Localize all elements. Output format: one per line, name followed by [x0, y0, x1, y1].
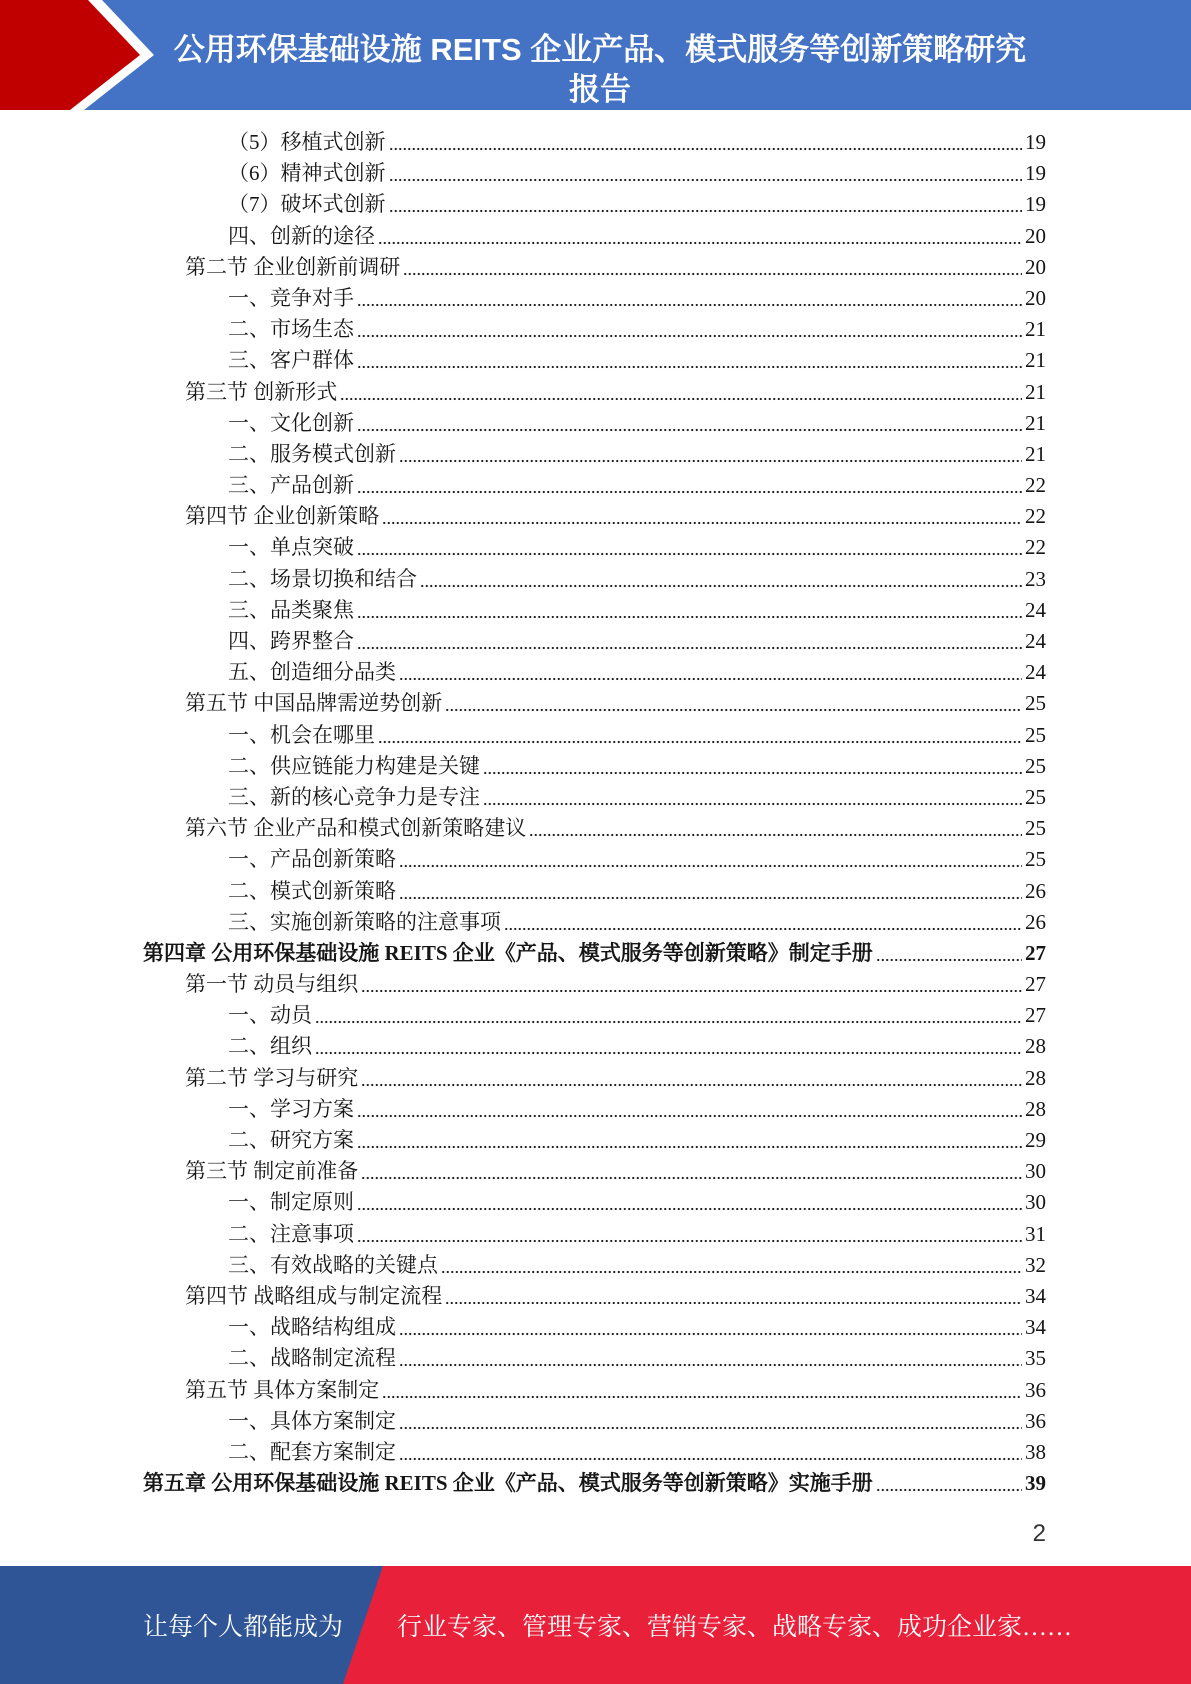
- toc-entry-title: 一、竞争对手: [228, 285, 354, 310]
- dot-leader: [357, 1219, 1022, 1250]
- dot-leader: [399, 1406, 1022, 1437]
- toc-entry-page-number: 21: [1025, 379, 1046, 404]
- toc-entry-page-number: 25: [1025, 691, 1046, 716]
- toc-entry[interactable]: [0, 1281, 1046, 1312]
- toc-entry-title: 第四章 公用环保基础设施 REITS 企业《产品、模式服务等创新策略》制定手册: [143, 940, 873, 965]
- toc-entry-page-number: 19: [1025, 130, 1046, 154]
- toc-entry-title: （5）移植式创新: [228, 130, 386, 154]
- toc-entry[interactable]: [0, 844, 1046, 875]
- toc-entry-title: 第三节 制定前准备: [185, 1159, 359, 1184]
- dot-leader: [399, 439, 1022, 470]
- toc-entry[interactable]: [0, 1219, 1046, 1250]
- toc-entry[interactable]: [0, 657, 1046, 688]
- toc-entry-page-number: 20: [1025, 223, 1046, 248]
- dot-leader: [357, 283, 1022, 314]
- toc-entry[interactable]: [0, 1375, 1046, 1406]
- dot-leader: [361, 1156, 1022, 1187]
- toc-entry-page-number: 27: [1025, 972, 1046, 997]
- dot-leader: [876, 938, 1022, 969]
- toc-entry-page-number: 35: [1025, 1346, 1046, 1371]
- toc-entry[interactable]: [0, 470, 1046, 501]
- toc-entry-title: 一、动员: [228, 1003, 312, 1028]
- toc-entry-page-number: 24: [1025, 629, 1046, 653]
- toc-entry-page-number: 24: [1025, 597, 1046, 622]
- toc-entry-title: 第四节 企业创新策略: [185, 504, 380, 529]
- toc-entry[interactable]: [0, 1031, 1046, 1062]
- toc-entry[interactable]: [0, 595, 1046, 626]
- toc-entry[interactable]: [0, 532, 1046, 563]
- dot-leader: [361, 969, 1022, 1000]
- toc-entry-title: 第五章 公用环保基础设施 REITS 企业《产品、模式服务等创新策略》实施手册: [143, 1471, 873, 1496]
- toc-entry-title: 三、有效战略的关键点: [228, 1252, 438, 1277]
- toc-entry-title: 三、实施创新策略的注意事项: [228, 909, 501, 934]
- toc-entry-page-number: 21: [1025, 348, 1046, 373]
- toc-entry-title: 一、单点突破: [228, 535, 354, 560]
- dot-leader: [441, 1250, 1022, 1281]
- toc-entry-title: 二、服务模式创新: [228, 441, 396, 466]
- dot-leader: [389, 189, 1023, 220]
- toc-entry-page-number: 26: [1025, 878, 1046, 903]
- dot-leader: [361, 1063, 1022, 1094]
- dot-leader: [876, 1468, 1022, 1499]
- toc-entry-page-number: 21: [1025, 410, 1046, 435]
- toc-entry[interactable]: [0, 720, 1046, 751]
- toc-entry-page-number: 22: [1025, 504, 1046, 529]
- toc-entry-page-number: 28: [1025, 1096, 1046, 1121]
- toc-entry-title: 一、具体方案制定: [228, 1408, 396, 1433]
- toc-entry[interactable]: [0, 938, 1046, 969]
- toc-entry-title: 三、品类聚焦: [228, 597, 354, 622]
- dot-leader: [399, 844, 1022, 875]
- toc-entry[interactable]: [0, 158, 1046, 189]
- dot-leader: [445, 688, 1022, 719]
- toc-entry-title: 第一节 动员与组织: [185, 972, 359, 997]
- dot-leader: [382, 1375, 1022, 1406]
- dot-leader: [357, 532, 1022, 563]
- toc-entry[interactable]: [0, 345, 1046, 376]
- dot-leader: [399, 1312, 1022, 1343]
- dot-leader: [399, 1343, 1022, 1374]
- toc-entry-title: 四、创新的途径: [228, 223, 375, 248]
- toc-entry[interactable]: [0, 1406, 1046, 1437]
- toc-entry-title: 一、产品创新策略: [228, 847, 396, 872]
- toc-entry-page-number: 34: [1025, 1283, 1046, 1308]
- dot-leader: [389, 158, 1023, 189]
- toc-entry-title: 二、场景切换和结合: [228, 566, 417, 591]
- dot-leader: [504, 907, 1022, 938]
- toc-entry-title: 第二节 企业创新前调研: [185, 254, 401, 279]
- toc-entry-title: 三、客户群体: [228, 348, 354, 373]
- toc-entry[interactable]: [0, 252, 1046, 283]
- page-number: 2: [1032, 1520, 1046, 1547]
- toc-entry-title: 二、模式创新策略: [228, 878, 396, 903]
- report-title: [150, 30, 1050, 110]
- toc-entry-page-number: 19: [1025, 161, 1046, 186]
- toc-entry-title: 二、市场生态: [228, 317, 354, 342]
- toc-entry-page-number: 31: [1025, 1221, 1046, 1246]
- dot-leader: [357, 314, 1022, 345]
- dot-leader: [357, 1125, 1022, 1156]
- toc-entry-title: 第六节 企业产品和模式创新策略建议: [185, 816, 527, 841]
- toc-entry[interactable]: [0, 626, 1046, 657]
- toc-entry[interactable]: [0, 1187, 1046, 1218]
- toc-entry-title: 四、跨界整合: [228, 629, 354, 653]
- toc-entry[interactable]: [0, 564, 1046, 595]
- toc-entry-title: 一、机会在哪里: [228, 722, 375, 747]
- dot-leader: [315, 1031, 1022, 1062]
- toc-entry-page-number: 19: [1025, 192, 1046, 217]
- toc-entry[interactable]: [0, 127, 1046, 158]
- dot-leader: [357, 1187, 1022, 1218]
- toc-entry-title: 二、供应链能力构建是关键: [228, 753, 480, 778]
- dot-leader: [420, 564, 1022, 595]
- dot-leader: [399, 657, 1022, 688]
- dot-leader: [483, 751, 1022, 782]
- toc-entry-title: 五、创造细分品类: [228, 660, 396, 685]
- toc-entry-title: 第五节 中国品牌需逆势创新: [185, 691, 443, 716]
- toc-entry-page-number: 25: [1025, 816, 1046, 841]
- dot-leader: [529, 813, 1022, 844]
- toc-entry-title: 二、注意事项: [228, 1221, 354, 1246]
- toc-entry-title: 一、文化创新: [228, 410, 354, 435]
- toc-entry-page-number: 25: [1025, 753, 1046, 778]
- toc-entry-title: 二、配套方案制定: [228, 1439, 396, 1464]
- toc-entry-title: 第五节 具体方案制定: [185, 1377, 380, 1402]
- dot-leader: [357, 595, 1022, 626]
- toc-entry-title: （7）破坏式创新: [228, 192, 386, 217]
- toc-entry[interactable]: [0, 1312, 1046, 1343]
- toc-entry-title: 一、制定原则: [228, 1190, 354, 1215]
- toc-entry-title: 一、学习方案: [228, 1096, 354, 1121]
- dot-leader: [357, 470, 1022, 501]
- report-title-line1: 公用环保基础设施 REITS 企业产品、模式服务等创新策略研究: [173, 32, 1027, 67]
- dot-leader: [357, 345, 1022, 376]
- toc-entry-title: 三、产品创新: [228, 473, 354, 498]
- footer-slogan-left: 让每个人都能成为: [143, 1614, 344, 1641]
- dot-leader: [445, 1281, 1022, 1312]
- toc-entry[interactable]: [0, 1063, 1046, 1094]
- dot-leader: [378, 221, 1022, 252]
- toc-entry-title: 二、战略制定流程: [228, 1346, 396, 1371]
- toc-entry-title: 二、研究方案: [228, 1128, 354, 1152]
- dot-leader: [357, 408, 1022, 439]
- toc-entry-page-number: 34: [1025, 1315, 1046, 1340]
- toc-entry-page-number: 20: [1025, 254, 1046, 279]
- table-of-contents: [0, 127, 1046, 1499]
- toc-entry[interactable]: [0, 1437, 1046, 1468]
- toc-entry-title: （6）精神式创新: [228, 161, 386, 186]
- toc-entry-page-number: 25: [1025, 847, 1046, 872]
- dot-leader: [399, 876, 1022, 907]
- dot-leader: [340, 377, 1022, 408]
- toc-entry-page-number: 23: [1025, 566, 1046, 591]
- toc-entry-title: 三、新的核心竞争力是专注: [228, 784, 480, 809]
- toc-entry[interactable]: [0, 1156, 1046, 1187]
- dot-leader: [403, 252, 1022, 283]
- toc-entry[interactable]: [0, 221, 1046, 252]
- report-title-line2: 报告: [569, 72, 631, 107]
- toc-entry-page-number: 38: [1025, 1439, 1046, 1464]
- toc-entry[interactable]: [0, 1094, 1046, 1125]
- toc-entry-page-number: 32: [1025, 1252, 1046, 1277]
- toc-entry-title: 一、战略结构组成: [228, 1315, 396, 1340]
- toc-entry-page-number: 27: [1025, 940, 1046, 965]
- toc-entry-title: 第四节 战略组成与制定流程: [185, 1283, 443, 1308]
- toc-entry[interactable]: [0, 501, 1046, 532]
- dot-leader: [378, 720, 1022, 751]
- toc-entry-page-number: 29: [1025, 1128, 1046, 1152]
- toc-entry-page-number: 21: [1025, 317, 1046, 342]
- toc-entry[interactable]: [0, 876, 1046, 907]
- toc-entry[interactable]: [0, 1000, 1046, 1031]
- toc-entry-page-number: 27: [1025, 1003, 1046, 1028]
- toc-entry[interactable]: [0, 1343, 1046, 1374]
- page-header: [0, 0, 1191, 110]
- toc-entry[interactable]: [0, 907, 1046, 938]
- toc-entry-page-number: 25: [1025, 722, 1046, 747]
- toc-entry-page-number: 20: [1025, 285, 1046, 310]
- toc-entry-page-number: 22: [1025, 473, 1046, 498]
- toc-entry-page-number: 28: [1025, 1034, 1046, 1059]
- toc-entry-page-number: 36: [1025, 1377, 1046, 1402]
- footer-slogan-right: 行业专家、管理专家、营销专家、战略专家、成功企业家……: [397, 1614, 1073, 1641]
- toc-entry-page-number: 36: [1025, 1408, 1046, 1433]
- dot-leader: [382, 501, 1022, 532]
- toc-entry[interactable]: [0, 688, 1046, 719]
- toc-entry-page-number: 26: [1025, 909, 1046, 934]
- toc-entry[interactable]: [0, 314, 1046, 345]
- toc-entry[interactable]: [0, 969, 1046, 1000]
- toc-entry-page-number: 21: [1025, 441, 1046, 466]
- toc-entry-page-number: 30: [1025, 1190, 1046, 1215]
- toc-entry-title: 第二节 学习与研究: [185, 1065, 359, 1090]
- toc-entry-title: 二、组织: [228, 1034, 312, 1059]
- toc-entry-page-number: 28: [1025, 1065, 1046, 1090]
- toc-entry-page-number: 24: [1025, 660, 1046, 685]
- toc-entry-title: 第三节 创新形式: [185, 379, 338, 404]
- dot-leader: [389, 127, 1023, 158]
- toc-entry[interactable]: [0, 1468, 1046, 1499]
- toc-entry[interactable]: [0, 408, 1046, 439]
- dot-leader: [399, 1437, 1022, 1468]
- toc-entry[interactable]: [0, 377, 1046, 408]
- dot-leader: [357, 1094, 1022, 1125]
- toc-entry[interactable]: [0, 782, 1046, 813]
- toc-entry[interactable]: [0, 1250, 1046, 1281]
- toc-entry-page-number: 30: [1025, 1159, 1046, 1184]
- toc-entry[interactable]: [0, 813, 1046, 844]
- toc-entry-page-number: 25: [1025, 784, 1046, 809]
- dot-leader: [483, 782, 1022, 813]
- page-footer: [0, 1566, 1191, 1684]
- dot-leader: [357, 626, 1022, 657]
- toc-entry-page-number: 22: [1025, 535, 1046, 560]
- toc-entry[interactable]: [0, 1125, 1046, 1156]
- toc-entry[interactable]: [0, 283, 1046, 314]
- toc-entry-page-number: 39: [1025, 1471, 1046, 1496]
- toc-entry[interactable]: [0, 439, 1046, 470]
- toc-entry[interactable]: [0, 189, 1046, 220]
- dot-leader: [315, 1000, 1022, 1031]
- toc-entry[interactable]: [0, 751, 1046, 782]
